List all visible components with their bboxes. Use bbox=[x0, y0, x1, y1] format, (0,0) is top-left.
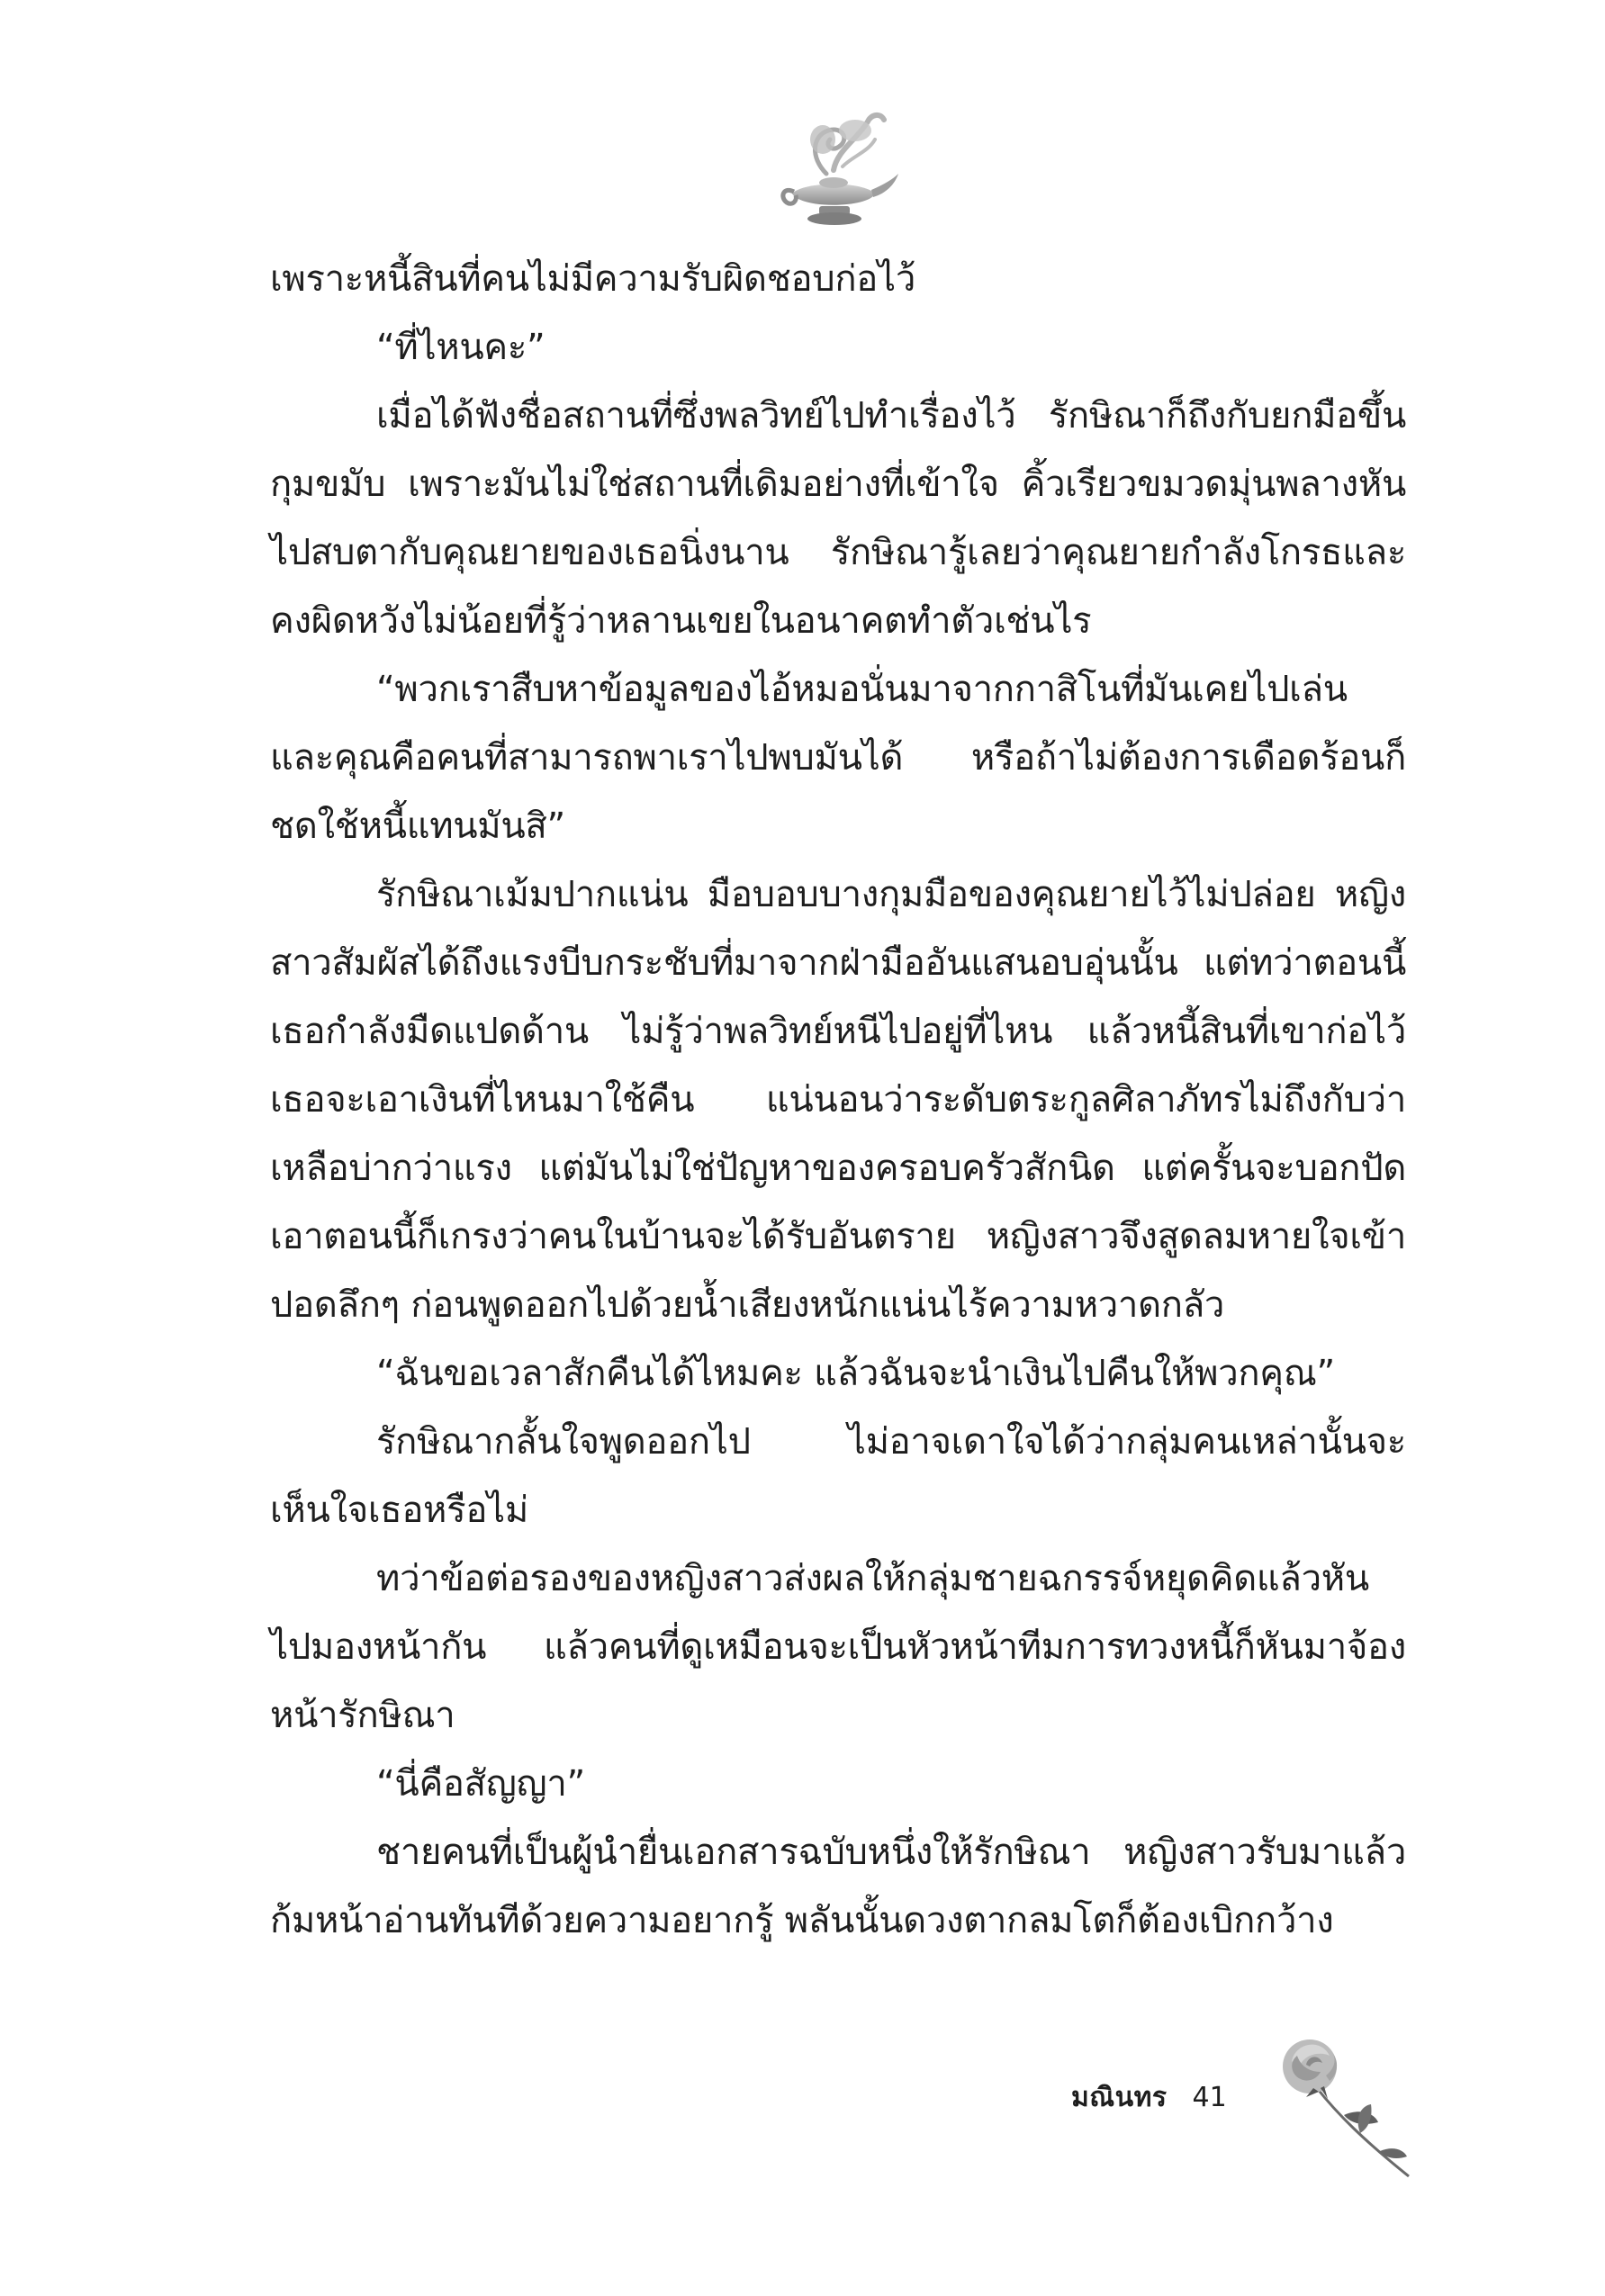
dialogue-paragraph: “ที่ไหนคะ” bbox=[376, 327, 546, 368]
paragraph: เมื่อได้ฟังชื่อสถานที่ซึ่งพลวิทย์ไปทำเรื่องไว้ รักษิณาก็ถึงกับยกมือขึ้นกุมขมับ เพราะมันไม่ใช่สถานที่เดิมอย่างที่เข้าใจ คิ้วเรียวขมวดมุ่นพลางหันไปสบตากับคุณยายของเธอนิ่งนาน รักษิณารู้เลยว่าคุณยายกำลังโกรธและคงผิดหวังไม่น้อยที่รู้ว่าหลานเขยในอนาคตทำตัวเช่นไร bbox=[270, 395, 1406, 642]
rose-icon bbox=[1274, 2025, 1418, 2183]
body-text bbox=[270, 245, 1406, 1955]
paragraph: รักษิณากลั้นใจพูดออกไป ไม่อาจเดาใจได้ว่ากลุ่มคนเหล่านั้นจะเห็นใจเธอหรือไม่ bbox=[270, 1421, 1406, 1531]
dialogue-paragraph: “พวกเราสืบหาข้อมูลของไอ้หมอนั่นมาจากกาสิโนที่มันเคยไปเล่นและคุณคือคนที่สามารถพาเราไปพบมันได้ หรือถ้าไม่ต้องการเดือดร้อนก็ชดใช้หนี้แทนมันสิ” bbox=[270, 669, 1406, 847]
dialogue-paragraph: “นี่คือสัญญา” bbox=[376, 1763, 585, 1805]
paragraph: ชายคนที่เป็นผู้นำยื่นเอกสารฉบับหนึ่งให้รักษิณา หญิงสาวรับมาแล้วก้มหน้าอ่านทันทีด้วยความอยากรู้ พลันนั้นดวงตากลมโตก็ต้องเบิกกว้าง bbox=[270, 1832, 1406, 1941]
dialogue-paragraph: “ฉันขอเวลาสักคืนได้ไหมคะ แล้วฉันจะนำเงินไปคืนให้พวกคุณ” bbox=[376, 1353, 1335, 1394]
author-name: มณินทร bbox=[1071, 2081, 1168, 2113]
page-footer bbox=[1071, 2070, 1227, 2124]
page-number: 41 bbox=[1192, 2081, 1227, 2113]
paragraph: รักษิณาเม้มปากแน่น มือบอบบางกุมมือของคุณยายไว้ไม่ปล่อย หญิงสาวสัมผัสได้ถึงแรงบีบกระชับที่มาจากฝ่ามืออันแสนอบอุ่นนั้น แต่ทว่าตอนนี้เธอกำลังมืดแปดด้าน ไม่รู้ว่าพลวิทย์หนีไปอยู่ที่ไหน แล้วหนี้สินที่เขาก่อไว้เธอจะเอาเงินที่ไหนมาใช้คืน แน่นอนว่าระดับตระกูลศิลาภัทรไม่ถึงกับว่าเหลือบ่ากว่าแรง แต่มันไม่ใช่ปัญหาของครอบครัวสักนิด แต่ครั้นจะบอกปัดเอาตอนนี้ก็เกรงว่าคนในบ้านจะได้รับอันตราย หญิงสาวจึงสูดลมหายใจเข้าปอดลึกๆ ก่อนพูดออกไปด้วยน้ำเสียงหนักแน่นไร้ความหวาดกลัว bbox=[270, 874, 1406, 1326]
genie-lamp-icon bbox=[774, 104, 900, 234]
paragraph: ทว่าข้อต่อรองของหญิงสาวส่งผลให้กลุ่มชายฉกรรจ์หยุดคิดแล้วหันไปมองหน้ากัน แล้วคนที่ดูเหมือนจะเป็นหัวหน้าทีมการทวงหนี้ก็หันมาจ้องหน้ารักษิณา bbox=[270, 1558, 1406, 1736]
paragraph: เพราะหนี้สินที่คนไม่มีความรับผิดชอบก่อไว้ bbox=[270, 258, 915, 300]
